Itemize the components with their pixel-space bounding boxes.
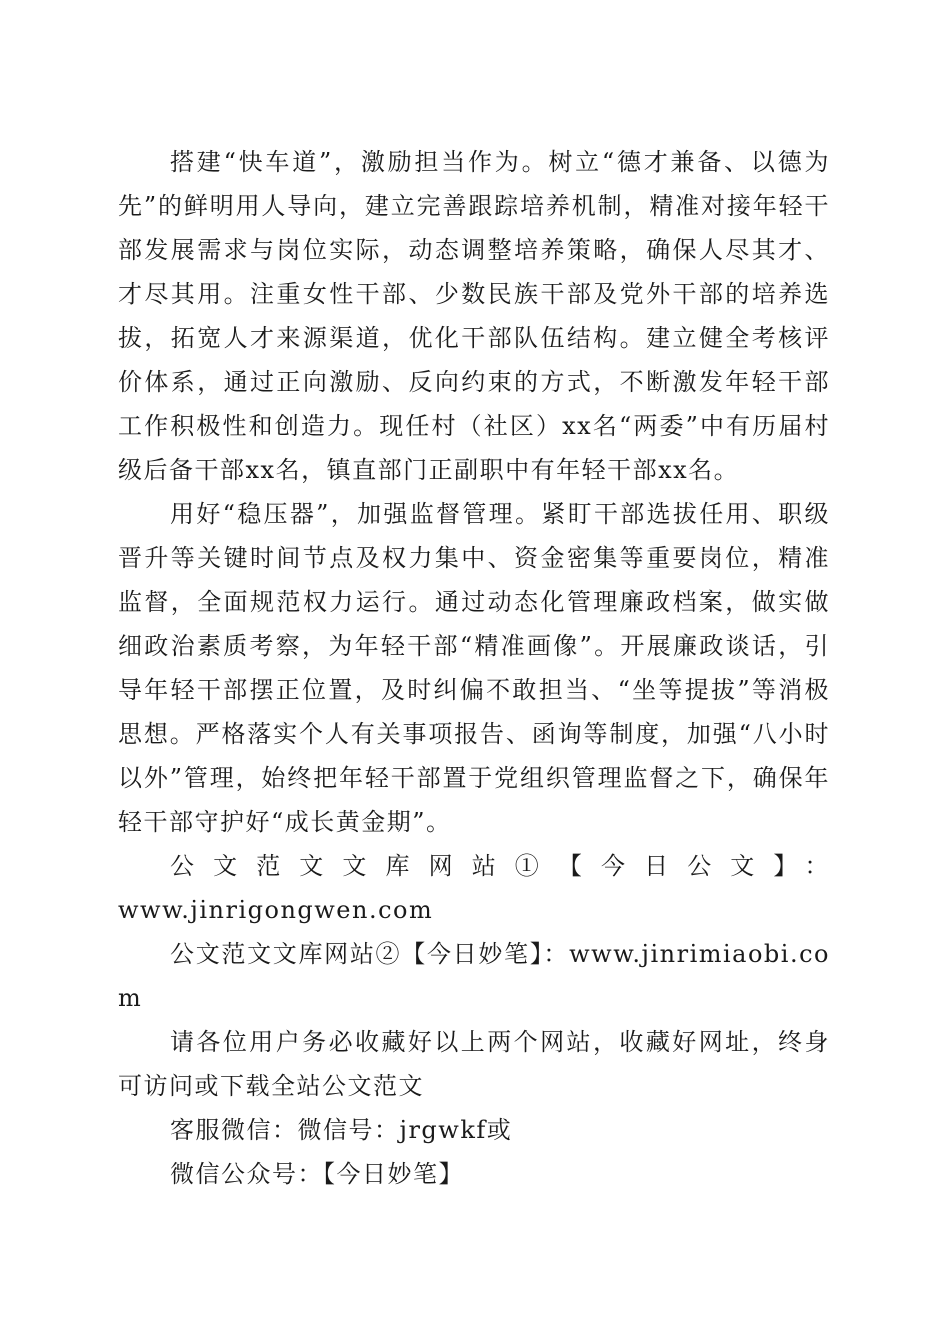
document-body — [118, 140, 830, 1196]
service-wechat: 客服微信：微信号：jrgwkf或 — [170, 1116, 513, 1144]
site-one-line — [118, 844, 830, 932]
bookmark-notice: 请各位用户务必收藏好以上两个网站，收藏好网址，终身可访问或下载全站公文范文 — [118, 1028, 830, 1100]
site-one-label: 公文范文文库网站①【今日公文】： — [170, 852, 830, 880]
site-two-line: 公文范文文库网站②【今日妙笔】：www.jinrimiaobi.com — [118, 940, 830, 1012]
official-account: 微信公众号：【今日妙笔】 — [170, 1160, 464, 1188]
site-one-url: www.jinrigongwen.com — [118, 896, 434, 924]
paragraph-stabilizer: 用好“稳压器”，加强监督管理。紧盯干部选拔任用、职级晋升等关键时间节点及权力集中、资金密集等重要岗位，精准监督，全面规范权力运行。通过动态化管理廉政档案，做实做细政治素质考察，为年轻干部“精准画像”。开展廉政谈话，引导年轻干部摆正位置，及时纠偏不敢担当、“坐等提拔”等消极思想。严格落实个人有关事项报告、函询等制度，加强“八小时以外”管理，始终把年轻干部置于党组织管理监督之下，确保年轻干部守护好“成长黄金期”。 — [118, 500, 830, 836]
paragraph-fast-lane: 搭建“快车道”，激励担当作为。树立“德才兼备、以德为先”的鲜明用人导向，建立完善跟踪培养机制，精准对接年轻干部发展需求与岗位实际，动态调整培养策略，确保人尽其才、才尽其用。注重女性干部、少数民族干部及党外干部的培养选拔，拓宽人才来源渠道，优化干部队伍结构。建立健全考核评价体系，通过正向激励、反向约束的方式，不断激发年轻干部工作积极性和创造力。现任村（社区）xx名“两委”中有历届村级后备干部xx名，镇直部门正副职中有年轻干部xx名。 — [118, 148, 830, 484]
